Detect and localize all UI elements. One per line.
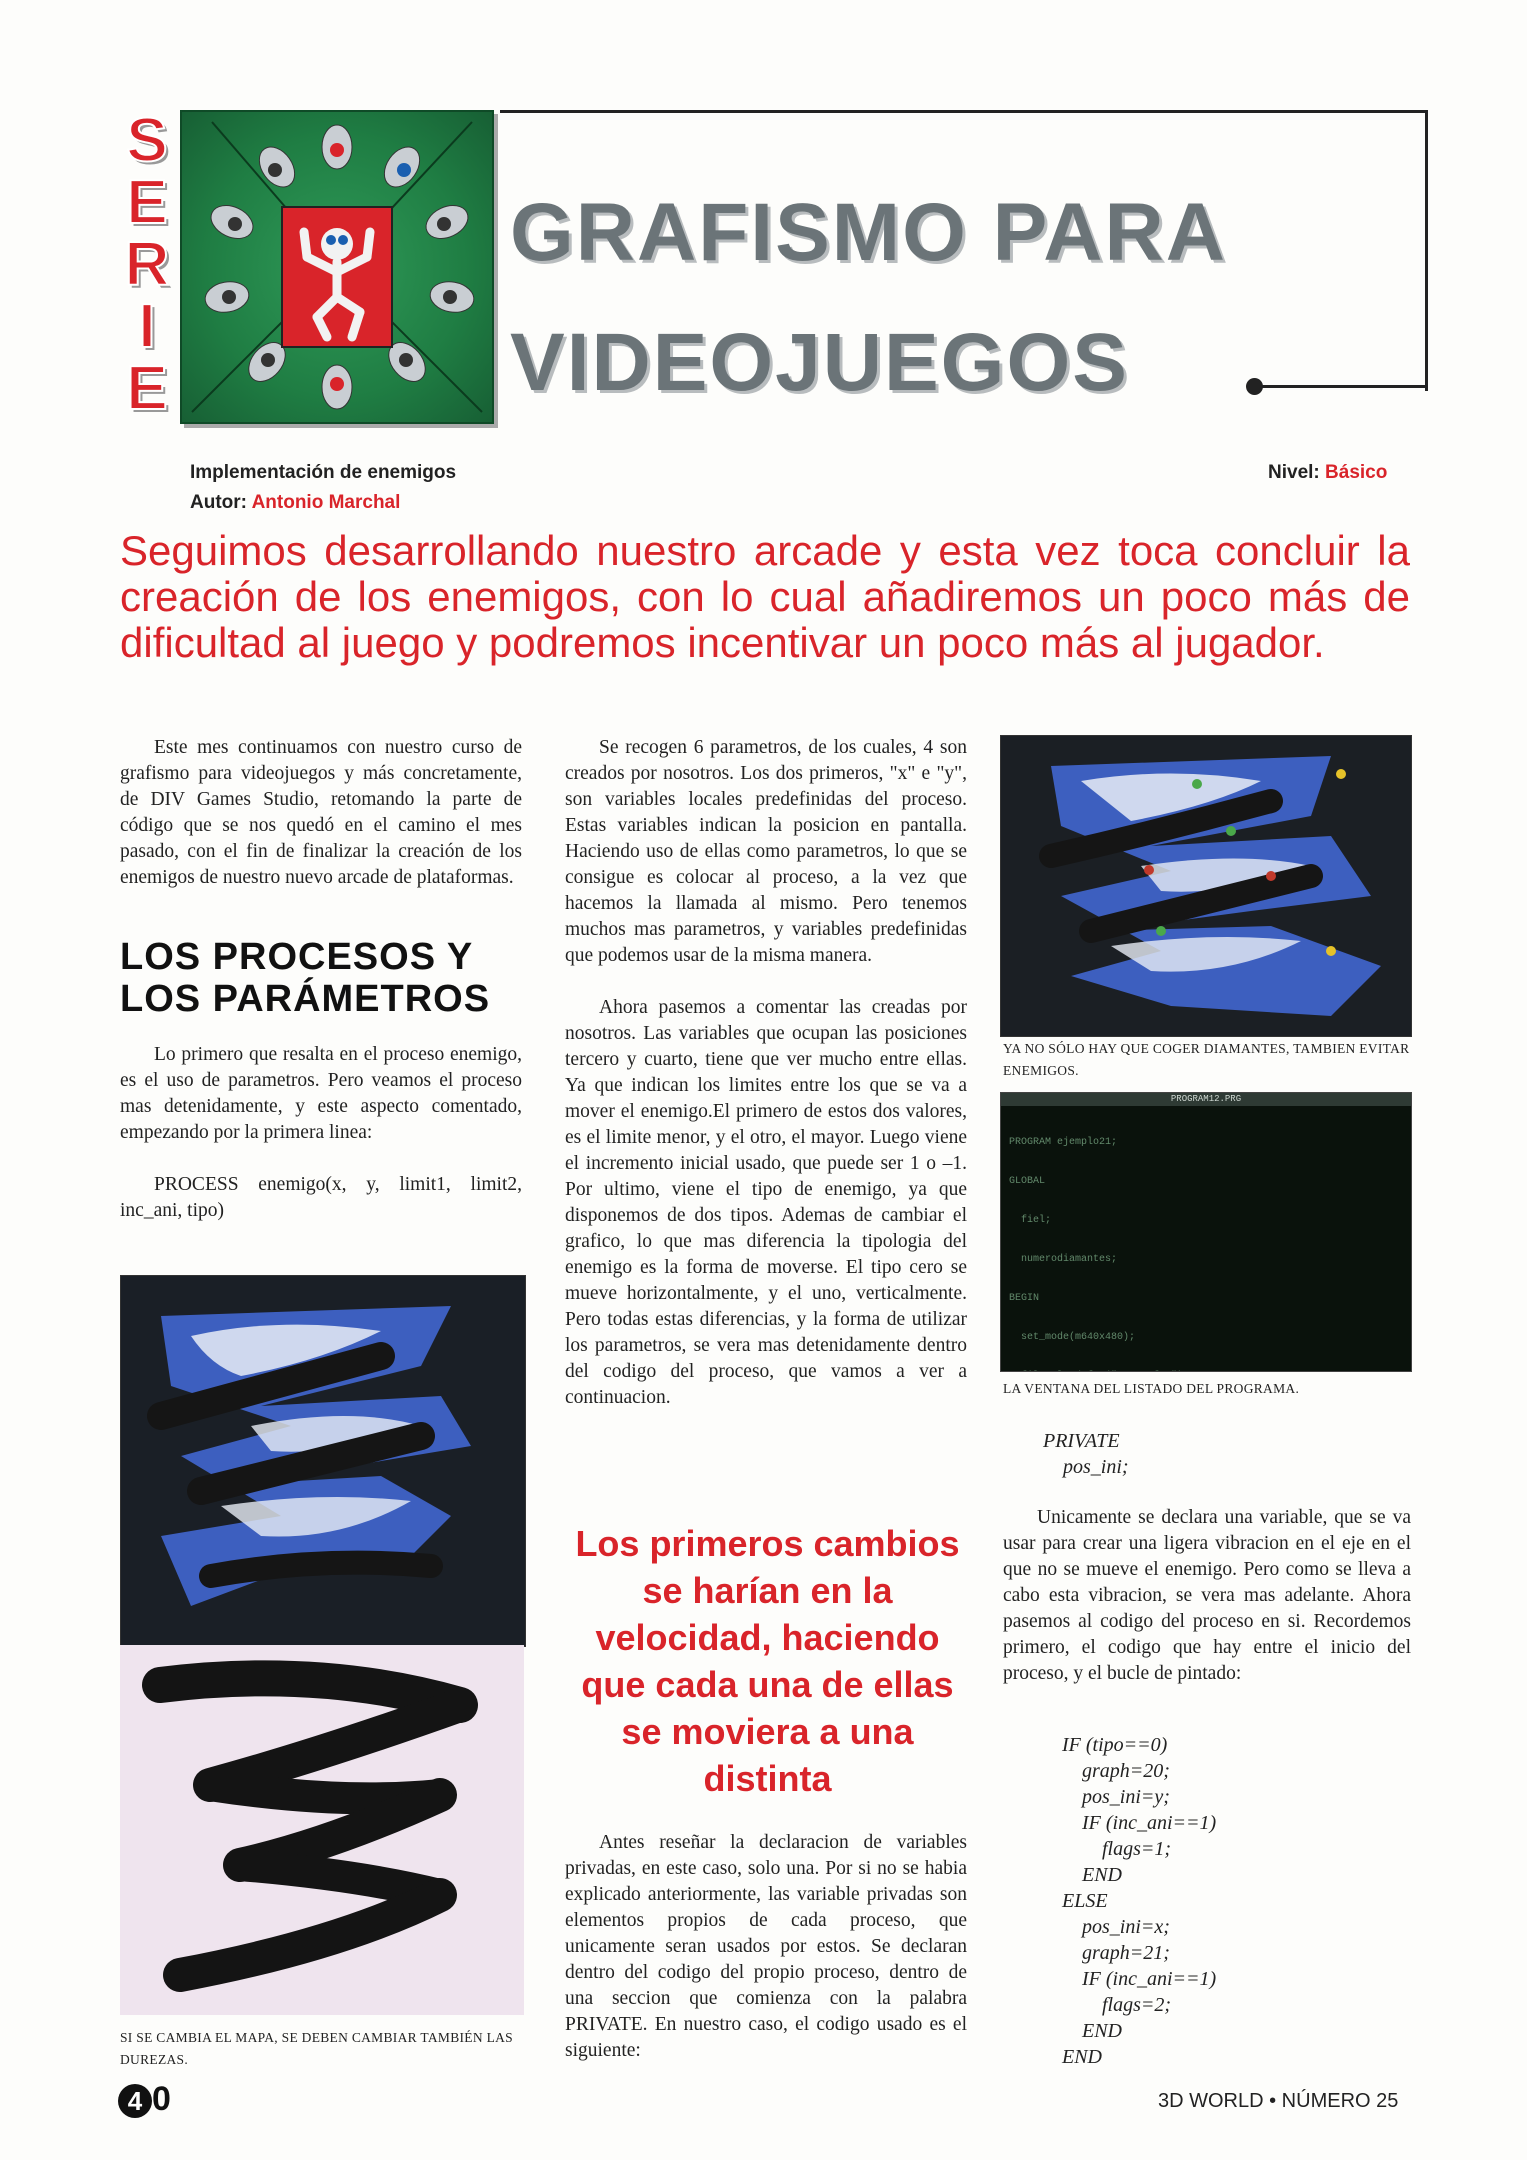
listing-line: set_mode(m640x480); — [1009, 1332, 1136, 1343]
program-listing-window — [1000, 1092, 1412, 1372]
code-line: PROCESS enemigo(x, y, limit1, limit2, inc_ani, tipo) — [120, 1174, 522, 1221]
serie-letter: I — [138, 292, 156, 361]
listing-title-bar: PROGRAM12.PRG — [1001, 1093, 1411, 1106]
column-2-body — [565, 735, 967, 1411]
figure-caption-listing: LA VENTANA DEL LISTADO DEL PROGRAMA. — [1003, 1381, 1300, 1396]
serie-letter: E — [126, 168, 168, 237]
lead-paragraph: Seguimos desarrollando nuestro arcade y esta vez toca concluir la creación de los enemigos, con lo cual añadiremos un poco más de dificultad al juego y podremos incentivar un poco más al jugador. — [120, 527, 1410, 666]
page-number — [118, 2080, 171, 2119]
game-screenshot-hardness-map — [120, 1645, 524, 2015]
robot-eyes-illustration — [182, 112, 492, 422]
serie-letter: R — [124, 230, 170, 299]
hardness-illustration — [120, 1645, 524, 2015]
paragraph: Lo primero que resalta en el proceso enemigo, es el uso de parametros. Pero veamos el proceso mas detenidamente, y este aspecto comentado, empezando por la primera linea: — [120, 1044, 522, 1143]
column-1-body — [120, 1042, 522, 1224]
page-number-rest: 0 — [152, 2080, 171, 2118]
page-title-line-2: VIDEOJUEGOS — [510, 317, 1129, 408]
section-heading: LOS PROCESOS Y LOS PARÁMETROS — [120, 936, 491, 1020]
figure-caption-enemies: YA NO SÓLO HAY QUE COGER DIAMANTES, TAMBIEN EVITAR ENEMIGOS. — [1003, 1041, 1410, 1078]
pull-quote: Los primeros cambios se harían en la velocidad, haciendo que cada una de ellas se moviera a una distinta — [575, 1523, 960, 1799]
paragraph: Este mes continuamos con nuestro curso de grafismo para videojuegos y más concretamente, de DIV Games Studio, retomando la parte de código que se nos quedó en el camino el mes pasado, con el fin de finalizar la creación de los enemigos de nuestro nuevo arcade de plataformas. — [120, 737, 522, 888]
series-logo-illustration — [180, 110, 494, 424]
paragraph: Se recogen 6 parametros, de los cuales, 4 son creados por nosotros. Los dos primeros, "x" e "y", son variables locales predefinidas del proceso. Estas variables indican la posicion en pantalla. Haciendo uso de ellas como parametros, lo que se consigue es colocar al proceso, a la vez que hacemos la llamada al mismo. Pero tenemos muchos mas parametros, y variables predefinidas que podemos usar de la misma manera. — [565, 737, 967, 966]
column-2-continued — [565, 1830, 967, 2064]
level-value: Básico — [1325, 462, 1388, 483]
listing-line: numerodiamantes; — [1009, 1254, 1118, 1265]
author-name: Antonio Marchal — [251, 492, 401, 513]
paragraph: Ahora pasemos a comentar las creadas por nosotros. Las variables que ocupan las posiciones tercero y cuarto, tiene que ver mucho entre ellas. Ya que indican los limites entre los que se va a mover el enemigo.El primero de estos dos valores, es el limite menor, y el otro, el mayor. Luego viene el incremento inicial usado, que puede ser 1 o –1. Por ultimo, viene el tipo de enemigo, ya que disponemos de dos tipos. Ademas de cambiar el grafico, lo que mas diferencia la tipologia del enemigo es la forma de moverse. El tipo cero se mueve horizontalmente, y el uno, verticalmente. Pero todas estas diferencias, y la forma de utilizar los parametros, se vera mas detenidamente dentro del codigo del proceso, que vamos a ver a continuacion. — [565, 997, 967, 1408]
enemies-illustration — [1001, 736, 1411, 1036]
game-screenshot-enemies — [1000, 735, 1412, 1037]
code-block-private: PRIVATE pos_ini; — [1043, 1430, 1129, 1478]
title-dot — [1246, 378, 1263, 395]
listing-line: PROGRAM ejemplo21; — [1009, 1137, 1118, 1148]
figure-caption-map: SI SE CAMBIA EL MAPA, SE DEBEN CAMBIAR TAMBIÉN LAS DUREZAS. — [120, 2030, 513, 2067]
column-1-intro — [120, 735, 522, 891]
level-line — [1268, 462, 1387, 484]
page-title-line-1: GRAFISMO PARA — [510, 187, 1227, 278]
listing-line: GLOBAL — [1009, 1176, 1046, 1187]
magazine-issue: 3D WORLD • NÚMERO 25 — [1158, 2090, 1399, 2112]
serie-letter: S — [126, 106, 168, 175]
page-number-circle: 4 — [118, 2084, 152, 2118]
map-illustration — [121, 1276, 525, 1646]
article-topic: Implementación de enemigos — [190, 462, 457, 483]
author-line — [190, 492, 400, 514]
listing-line: BEGIN — [1009, 1293, 1040, 1304]
title-underline — [1255, 385, 1425, 388]
serie-letter: E — [126, 354, 168, 423]
author-label: Autor: — [190, 492, 247, 513]
paragraph: Unicamente se declara una variable, que se va usar para crear una ligera vibracion en el eje en el que no se mueve el enemigo. Pero como se lleva a cabo esta vibracion, se vera mas adelante. Ahora pasemos al codigo del proceso en si. Recordemos primero, el codigo que hay entre el inicio del proceso, y el bucle de pintado: — [1003, 1507, 1411, 1684]
listing-code — [1001, 1106, 1411, 1372]
listing-line: fiel; — [1009, 1215, 1052, 1226]
column-3-body — [1003, 1505, 1411, 1687]
level-label: Nivel: — [1268, 462, 1320, 483]
serie-vertical-label — [122, 106, 172, 423]
code-block-if: IF (tipo==0) graph=20; pos_ini=y; IF (inc_ani==1) flags=1; END ELSE pos_ini=x; graph=21; IF (inc_ani==1) flags=2; END END — [1062, 1734, 1217, 2068]
paragraph: Antes reseñar la declaracion de variables privadas, en este caso, solo una. Por si no se habia explicado anteriormente, las variable privadas son elementos propios de cada proceso, que unicamente seran usados por estos. Se declaran dentro del codigo del propio proceso, dentro de una seccion que comienza con la palabra PRIVATE. En nuestro caso, el codigo usado es el siguiente: — [565, 1832, 967, 2061]
game-screenshot-map — [120, 1275, 526, 1647]
listing-line — [1009, 1370, 1403, 1372]
